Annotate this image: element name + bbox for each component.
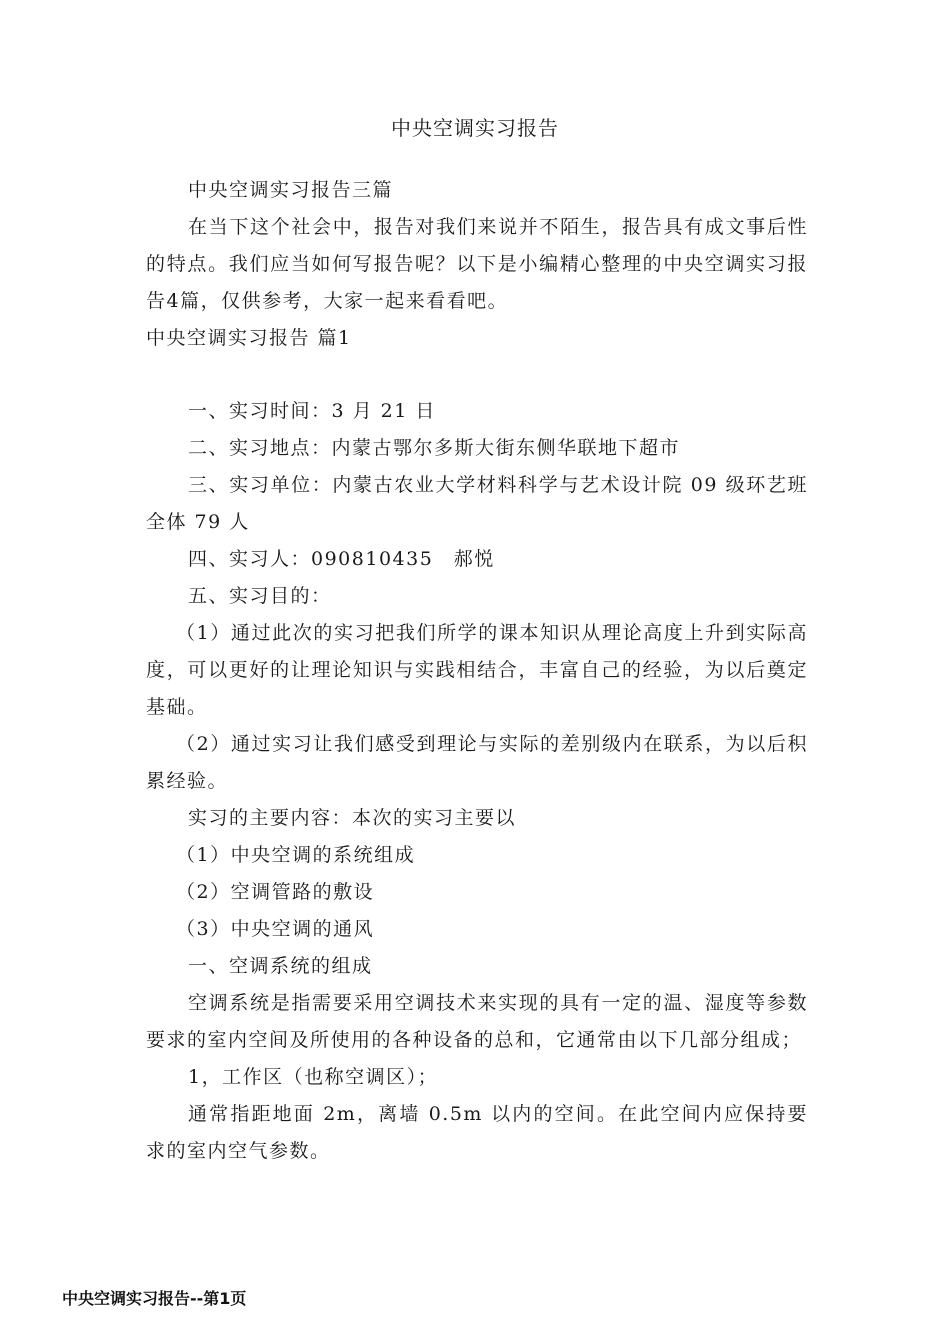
paragraph-system-definition: 空调系统是指需要采用空调技术来实现的具有一定的温、湿度等参数要求的室内空间及所使用的各种设备的总和，它通常由以下几部分组成；: [146, 992, 808, 1051]
list-item: （3）中央空调的通风: [176, 918, 375, 940]
document-body: [146, 172, 808, 1170]
list-item: （1）中央空调的系统组成: [176, 844, 416, 866]
paragraph-person: 四、实习人：090810435 郝悦: [188, 548, 495, 570]
paragraph-purpose-heading: 五、实习目的：: [188, 585, 332, 607]
paragraph-content-heading: 实习的主要内容：本次的实习主要以: [188, 807, 517, 829]
paragraph-subtitle: 中央空调实习报告三篇: [188, 179, 394, 201]
page-footer: 中央空调实习报告--第1页: [62, 1289, 247, 1308]
paragraph-purpose-1: （1）通过此次的实习把我们所学的课本知识从理论高度上升到实际高度，可以更好的让理论知识与实践相结合，丰富自己的经验，为以后奠定基础。: [146, 622, 808, 718]
section-heading: 中央空调实习报告 篇1: [146, 327, 352, 349]
paragraph-work-area-definition: 通常指距地面 2m，离墙 0.5m 以内的空间。在此空间内应保持要求的室内空气参数。: [146, 1103, 808, 1162]
document-title: 中央空调实习报告: [391, 116, 559, 140]
paragraph-location: 二、实习地点：内蒙古鄂尔多斯大街东侧华联地下超市: [188, 437, 681, 459]
paragraph-purpose-2: （2）通过实习让我们感受到理论与实际的差别级内在联系，为以后积累经验。: [146, 733, 808, 792]
list-item: （2）空调管路的敷设: [176, 881, 375, 903]
blank-line: [146, 357, 808, 393]
paragraph-work-area-heading: 1，工作区（也称空调区）；: [188, 1066, 439, 1088]
paragraph-unit: 三、实习单位：内蒙古农业大学材料科学与艺术设计院 09 级环艺班全体 79 人: [146, 474, 808, 533]
paragraph-time: 一、实习时间：3 月 21 日: [188, 400, 436, 422]
subsection-heading: 一、空调系统的组成: [188, 955, 373, 977]
paragraph-intro: 在当下这个社会中，报告对我们来说并不陌生，报告具有成文事后性的特点。我们应当如何写报告呢？以下是小编精心整理的中央空调实习报告4篇，仅供参考，大家一起来看看吧。: [146, 216, 808, 312]
